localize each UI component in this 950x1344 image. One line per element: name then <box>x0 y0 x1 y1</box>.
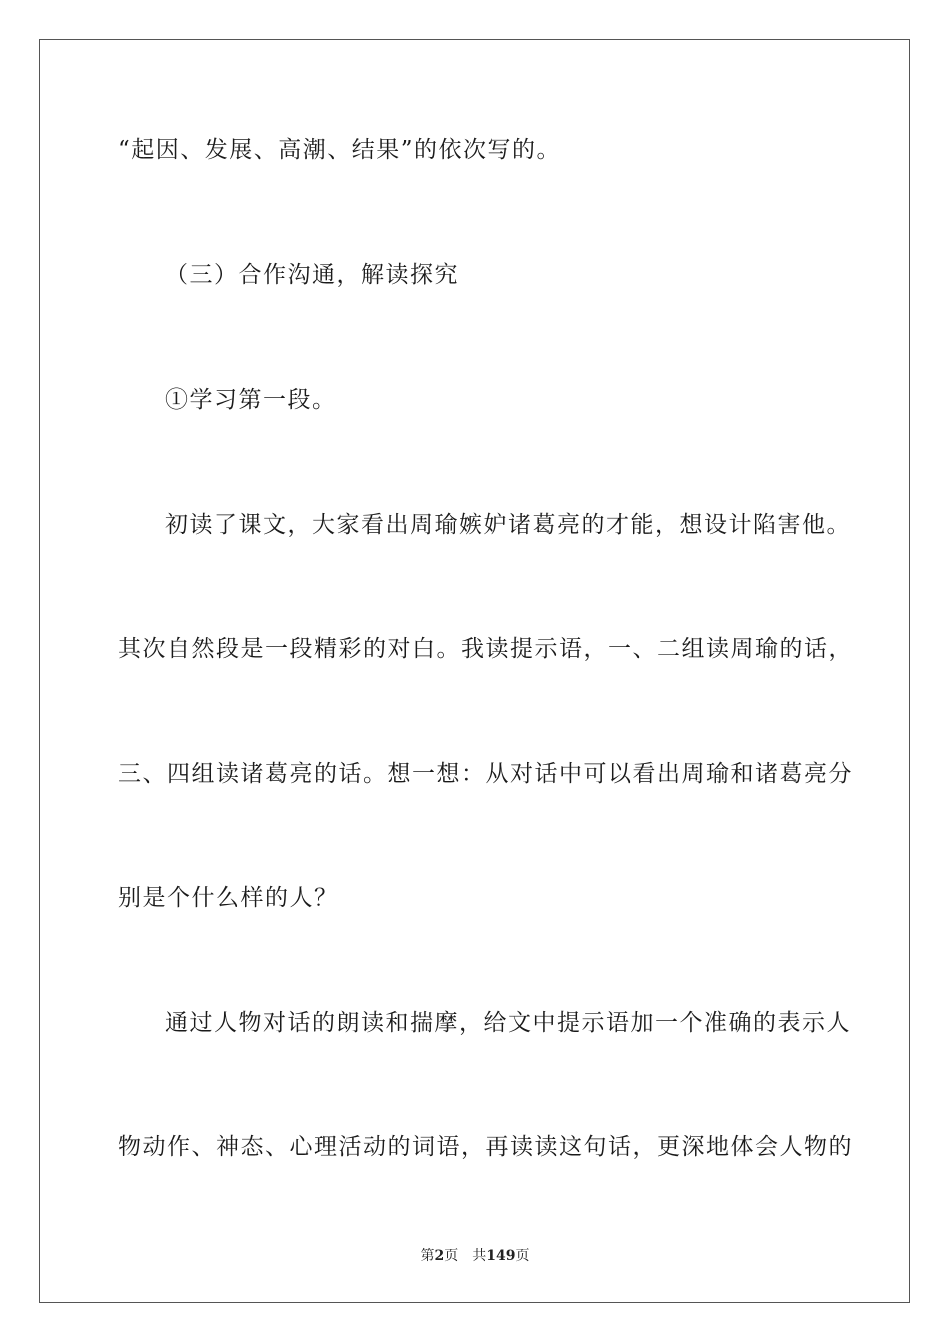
page-prefix: 第 <box>420 1248 435 1264</box>
text-line-9: 物动作、神态、心理活动的词语，再读读这句话，更深地体会人物的 <box>118 1134 853 1160</box>
text-line-5: 其次自然段是一段精彩的对白。我读提示语，一、二组读周瑜的话， <box>118 636 853 662</box>
text-line-7: 别是个什么样的人？ <box>118 885 339 911</box>
text-line-6: 三、四组读诸葛亮的话。想一想：从对话中可以看出周瑜和诸葛亮分 <box>118 761 853 787</box>
total-prefix: 共 <box>472 1248 487 1264</box>
text-line-8: 通过人物对话的朗读和揣摩，给文中提示语加一个准确的表示人 <box>165 1010 851 1036</box>
page-border <box>39 39 910 1303</box>
page-footer <box>0 1247 950 1265</box>
text-line-1: “起因、发展、高潮、结果”的依次写的。 <box>118 137 562 163</box>
text-line-4: 初读了课文，大家看出周瑜嫉妒诸葛亮的才能，想设计陷害他。 <box>165 512 851 538</box>
total-pages: 149 <box>486 1248 516 1264</box>
subsection-heading: ①学习第一段。 <box>165 387 337 413</box>
section-heading: （三）合作沟通，解读探究 <box>165 262 459 288</box>
total-suffix: 页 <box>515 1248 530 1264</box>
page-number: 2 <box>434 1248 445 1264</box>
page-suffix: 页 <box>444 1248 459 1264</box>
